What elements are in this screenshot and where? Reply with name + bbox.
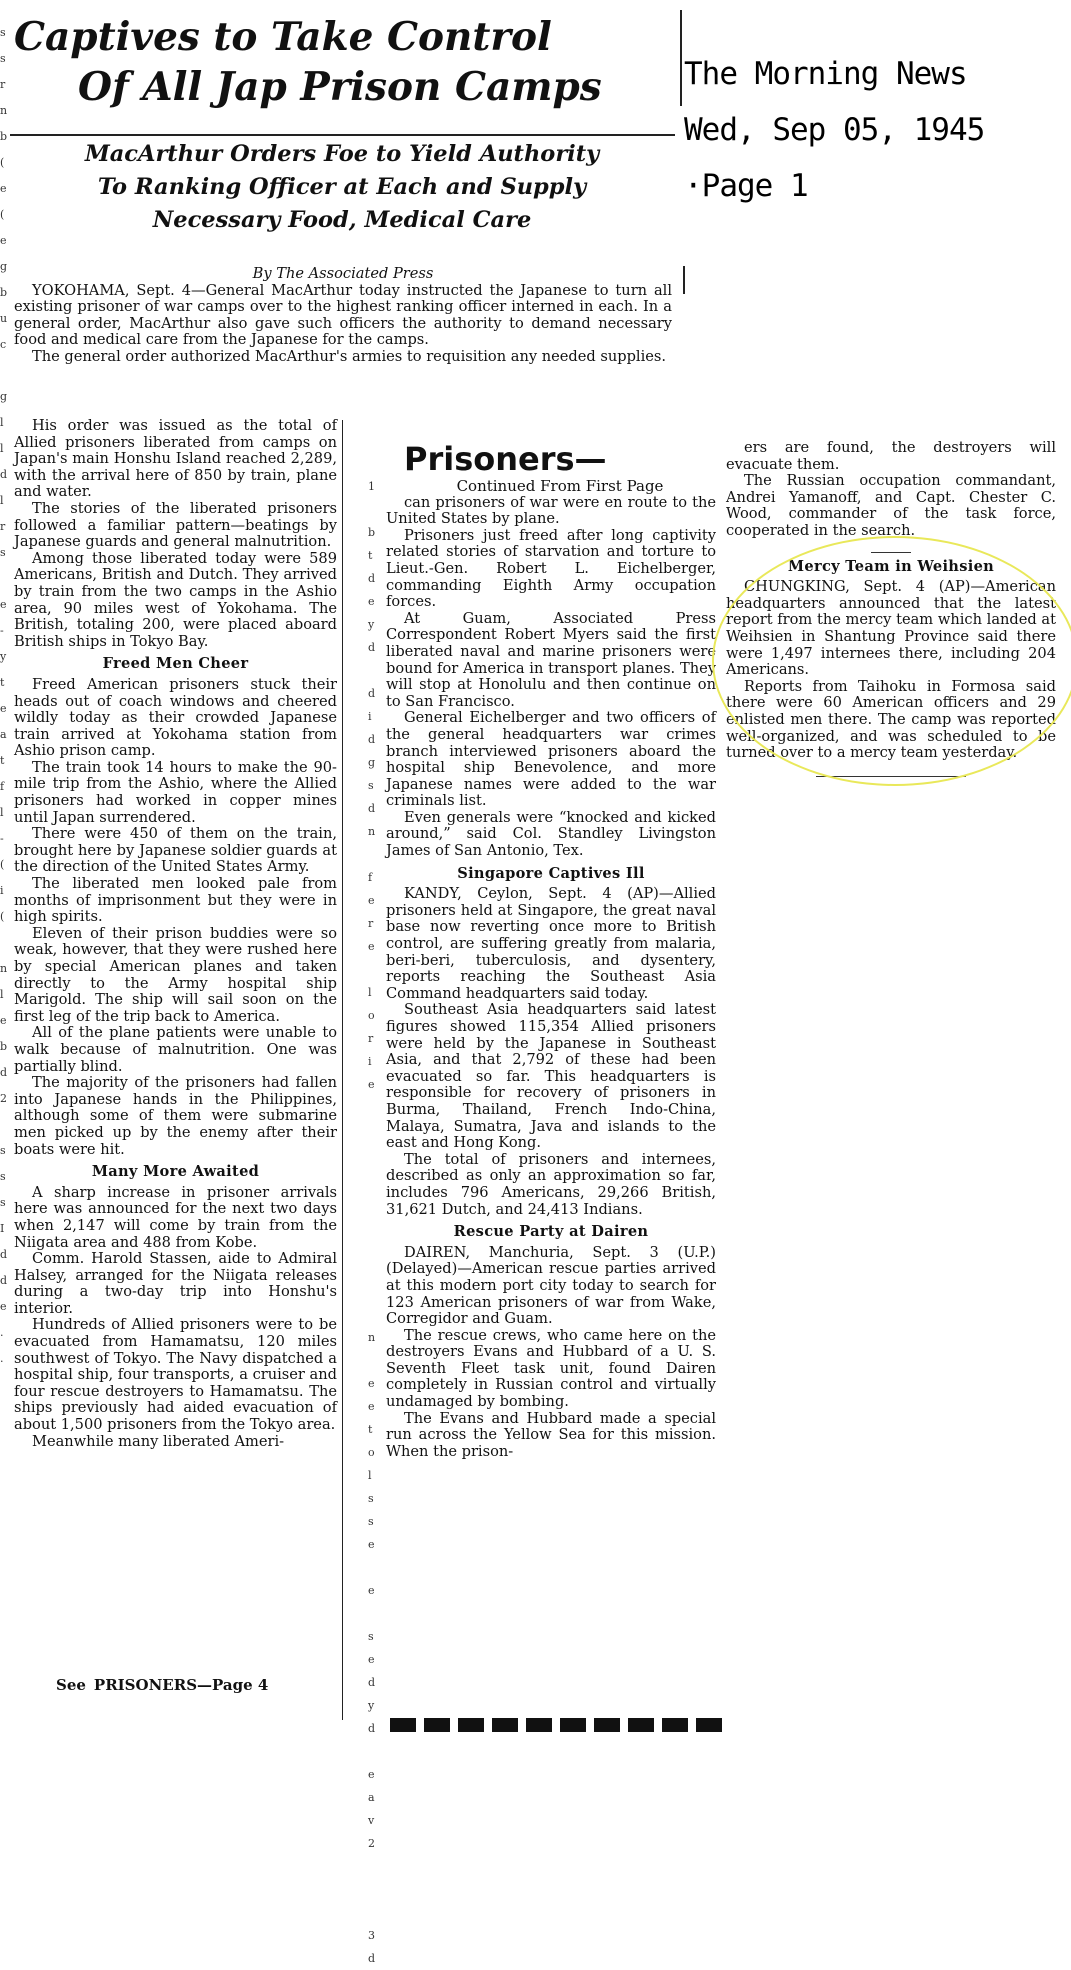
byline: By The Associated Press (252, 265, 434, 282)
col1-paragraph: The train took 14 hours to make the 90-mile trip from the Ashio, where the Allied prisoners had worked in copper mines until Japan surrendered. (14, 758, 337, 826)
lead-paragraph-2: The general order authorized MacArthur's armies to requisition any needed supplies. (32, 347, 667, 365)
col2-paragraph: General Eichelberger and two officers of the general headquarters war crimes branch interviewed prisoners aboard the hospital ship Benevolence, and more Japanese names were added to the war criminals list. (386, 709, 716, 810)
subhead-rescue-party: Rescue Party at Dairen (453, 1223, 649, 1241)
jump-see: See (56, 1676, 86, 1694)
col2-paragraph: Prisoners just freed after long captivity related stories of starvation and torture to Lieut.-Gen. Robert L. Eichelberger, commanding Eighth Army occupation forces. (386, 526, 716, 611)
col2-paragraph: The rescue crews, who came here on the destroyers Evans and Hubbard of a U. S. Seventh Fleet task unit, found Dairen completely in Russian control and virtually undamaged by bombing. (386, 1326, 716, 1411)
col1-paragraph: Among those liberated today were 589 Americans, British and Dutch. They arrived by train from the two camps in the Ashio area, 90 miles west of Yokohama. The British, totaling 200, were placed aboard British ships in Tokyo Bay. (14, 549, 337, 650)
subhead-singapore-captives: Singapore Captives Ill (457, 864, 645, 882)
subhead-line-2: To Ranking Officer at Each and Supply (97, 174, 587, 200)
col1-paragraph: There were 450 of them on the train, brought here by Japanese soldier guards at the direction of the United States Army. (14, 825, 337, 876)
subhead-mercy-team: Mercy Team in Weihsien (787, 557, 995, 575)
column-rule-1 (342, 420, 343, 1720)
jump-line[interactable] (56, 1676, 276, 1694)
subhead-many-more-awaited: Many More Awaited (91, 1163, 260, 1181)
col1-paragraph: All of the plane patients were unable to walk because of malnutrition. One was partially blind. (14, 1024, 337, 1075)
headline-rule (10, 134, 675, 136)
col1-paragraph: Freed American prisoners stuck their heads out of coach windows and cheered wildly today as their crowded Japanese train arrived at Yokohama station from Ashio prison camp. (14, 675, 337, 760)
col2-paragraph: KANDY, Ceylon, Sept. 4 (AP)—Allied prisoners held at Singapore, the great naval base now reverting once more to British control, are suffering greatly from malaria, beri-beri, tuberculosis, and dysentery, reports reaching the Southeast Asia Command headquarters said today. (386, 885, 716, 1002)
col2-paragraph: DAIREN, Manchuria, Sept. 3 (U.P.) (Delayed)—American rescue parties arrived at this modern port city today to search for 123 American prisoners of war from Wake, Corregidor and Guam. (386, 1243, 716, 1328)
col2-paragraph: At Guam, Associated Press Correspondent Robert Myers said the first liberated naval and marine prisoners were bound for America in transport planes. They will stop at Honolulu and then continue on to San Francisco. (386, 609, 716, 710)
col3-paragraph: The Russian occupation commandant, Andrei Yamanoff, and Capt. Chester C. Wood, commander of the task force, cooperated in the search. (726, 472, 1056, 539)
col1-paragraph: Comm. Harold Stassen, aide to Admiral Halsey, arranged for the Niigata releases during a two-day trip into Honshu's interior. (14, 1250, 337, 1317)
subhead-line-3: Necessary Food, Medical Care (152, 207, 532, 233)
headline (14, 12, 674, 112)
col1-paragraph: The majority of the prisoners had fallen into Japanese hands in the Philippines, although some of them were submarine men picked up by the enemy after their boats were hit. (14, 1074, 337, 1158)
col2-paragraph: The Evans and Hubbard made a special run across the Yellow Sea for this mission. When the prison- (386, 1409, 716, 1460)
masthead (684, 46, 1071, 214)
highlight-circle (712, 536, 1071, 786)
bottom-rule (390, 1718, 730, 1732)
col1-paragraph: A sharp increase in prisoner arrivals here was announced for the next two days when 2,147 will come by train from the Niigata area and 488 from Kobe. (14, 1183, 337, 1251)
paper-name: The Morning News (684, 56, 967, 92)
col2-paragraph: The total of prisoners and internees, described as only an approximation so far, includes 796 Americans, 29,266 British, 31,621 Dutch, and 24,413 Indians. (386, 1150, 716, 1218)
paper-date: Wed, Sep 05, 1945 ·Page 1 (684, 112, 985, 204)
column-rule-short (683, 266, 685, 294)
column-1 (14, 418, 337, 1450)
masthead-rule (680, 10, 682, 106)
col1-paragraph: Eleven of their prison buddies were so weak, however, that they were rushed here by special American planes and taken directly to the Army hospital ship Marigold. The ship will sail soon on the first leg of the trip back to America. (14, 924, 337, 1025)
col2-paragraph: can prisoners of war were en route to the United States by plane. (386, 493, 716, 528)
col3-paragraph: Reports from Taihoku in Formosa said there were 60 American officers and 29 enlisted men there. The camp was reported well-organized, and was scheduled to be turned over to a mercy team yesterday. (726, 677, 1056, 762)
col1-paragraph: Hundreds of Allied prisoners were to be evacuated from Hamamatsu, 120 miles southwest of Tokyo. The Navy dispatched a hospital ship, four transports, a cruiser and four rescue destroyers to Hamamatsu. The ships previously had aided evacuation of about 1,500 prisoners from the Tokyo area. (14, 1316, 337, 1434)
col2-paragraph: Even generals were “knocked and kicked around,” said Col. Standley Livingston James of San Antonio, Tex. (386, 808, 716, 860)
headline-line-2: Of All Jap Prison Camps (78, 64, 602, 110)
jump-target: PRISONERS—Page 4 (93, 1676, 269, 1694)
headline-line-1: Captives to Take Control (14, 14, 552, 60)
continued-title: Prisoners— (404, 440, 607, 478)
col2-paragraph: Southeast Asia headquarters said latest figures showed 115,354 Allied prisoners were held by the Japanese in Southeast Asia, and that 2,792 of these had been evacuated so far. This headquarters is responsible for recovery of prisoners in Burma, Thailand, French Indo-China, Malaya, Sumatra, Java and islands to the east and Hong Kong. (386, 1001, 716, 1152)
lead-paragraph-1: YOKOHAMA, Sept. 4—General MacArthur today instructed the Japanese to turn all existing prisoner of war camps over to the highest ranking officer interned in each. In a general order, MacArthur also gave such officers the authority to demand necessary food and medical care from the Japanese for the camps. (14, 281, 672, 349)
continued-label: Continued From First Page (456, 477, 664, 495)
gutter-left: s s r n b ( e ( e g b u c g l l d l r s e - y t e a t f l - ( i ( n l e b d 2 s s s I d d e . . (0, 26, 8, 1365)
col1-paragraph: His order was issued as the total of Allied prisoners liberated from camps on Japan's main Honshu Island reached 2,289, with the arrival here of 850 by train, plane and water. (14, 417, 337, 501)
subhead-freed-men-cheer: Freed Men Cheer (102, 655, 249, 673)
col1-paragraph: The stories of the liberated prisoners followed a familiar pattern—beatings by Japanese guards and general malnutrition. (14, 499, 337, 551)
subhead-line-1: MacArthur Orders Foe to Yield Authority (84, 141, 600, 167)
gutter-mid: 1 b t d e y d d i d g s d n f e r e l o r i e n e e t o l s s e e s e d y d e a v 2 3 d (368, 480, 376, 1965)
column-2 (386, 440, 716, 1460)
col1-paragraph: Meanwhile many liberated Ameri- (32, 1432, 285, 1450)
col3-paragraph: CHUNGKING, Sept. 4 (AP)—American headquarters announced that the latest report from the mercy team which landed at Weihsien in Shantung Province said there were 1,497 internees there, including 204 Americans. (726, 578, 1056, 679)
col1-paragraph: The liberated men looked pale from months of imprisonment but they were in high spirits. (14, 875, 337, 926)
subhead (10, 138, 674, 237)
lead-section (14, 266, 672, 366)
col3-paragraph: ers are found, the destroyers will evacuate them. (726, 439, 1056, 473)
